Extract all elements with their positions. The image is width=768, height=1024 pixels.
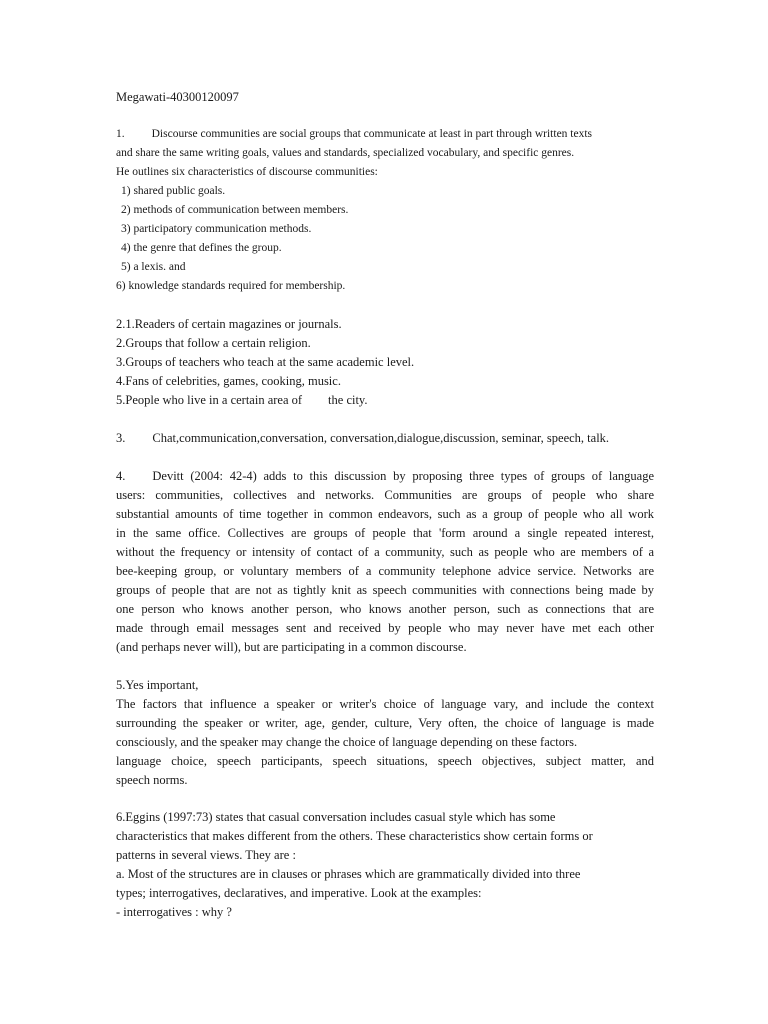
example-item: 2.1.Readers of certain magazines or journals. (116, 317, 342, 331)
answer-1-line: 1. Discourse communities are social groups that communicate at least in part through written texts (116, 128, 593, 140)
answer-4-line: bee-keeping group, or voluntary members of a community telephone advice service. Networks are (116, 564, 654, 578)
answer-2 (116, 315, 654, 410)
answer-6-line: - interrogatives : why ? (116, 905, 232, 919)
answer-3-number: 3. (116, 431, 126, 445)
example-item: 4.Fans of celebrities, games, cooking, music. (116, 374, 341, 388)
characteristic-item: 4) the genre that defines the group. (121, 242, 282, 254)
author-id: Megawati-40300120097 (116, 90, 239, 104)
answer-4-line: substantial amounts of time together in common endeavors, such as a group of people who all work (116, 507, 654, 521)
answer-4-line: 4. Devitt (2004: 42-4) adds to this discussion by proposing three types of groups of language (116, 469, 654, 483)
answer-5-line: consciously, and the speaker may change the choice of language depending on these factors. (116, 735, 578, 749)
answer-1-number: 1. (116, 128, 125, 140)
example-item: 2.Groups that follow a certain religion. (116, 336, 311, 350)
answer-6-line: types; interrogatives, declaratives, and imperative. Look at the examples: (116, 886, 482, 900)
example-item: 3.Groups of teachers who teach at the same academic level. (116, 355, 415, 369)
answer-4 (116, 467, 654, 657)
answer-5-line: The factors that influence a speaker or writer's choice of language vary, and include the context (116, 697, 654, 711)
answer-4-line: in the same office. Collectives are groups of people that 'form around a single repeated interest, (116, 526, 654, 540)
example-item: 5.People who live in a certain area of the city. (116, 393, 368, 407)
characteristic-item: 6) knowledge standards required for membership. (116, 280, 346, 292)
answer-6-line: a. Most of the structures are in clauses or phrases which are grammatically divided into three (116, 867, 581, 881)
characteristic-item: 5) a lexis. and (121, 261, 186, 273)
answer-5-line: speech norms. (116, 773, 188, 787)
answer-6-line: characteristics that makes different from the others. These characteristics show certain forms or (116, 829, 593, 843)
answer-3-line: 3. Chat,communication,conversation, conversation,dialogue,discussion, seminar, speech, talk. (116, 431, 610, 445)
author-header (116, 88, 654, 107)
answer-3 (116, 429, 654, 448)
answer-5-line: surrounding the speaker or writer, age, gender, culture, Very often, the choice of language is made (116, 716, 654, 730)
characteristic-item: 1) shared public goals. (121, 185, 226, 197)
answer-4-line: made through email messages sent and received by people who may never have met each other (116, 621, 654, 635)
characteristic-item: 3) participatory communication methods. (121, 223, 312, 235)
answer-4-line: one person who knows another person, who knows another person, such as connections that are (116, 602, 654, 616)
answer-6-line: 6.Eggins (1997:73) states that casual conversation includes casual style which has some (116, 810, 556, 824)
answer-4-line: (and perhaps never will), but are participating in a common discourse. (116, 640, 467, 654)
characteristic-item: 2) methods of communication between members. (121, 204, 349, 216)
answer-5 (116, 676, 654, 790)
answer-5-line: 5.Yes important, (116, 678, 199, 692)
answer-5-line: language choice, speech participants, speech situations, speech objectives, subject matter, and (116, 754, 654, 768)
answer-4-line: without the frequency or intensity of contact of a community, such as people who are members of a (116, 545, 654, 559)
answer-4-line: users: communities, collectives and networks. Communities are groups of people who share (116, 488, 654, 502)
answer-4-line: groups of people that are not as tightly knit as speech communities with connections being made by (116, 583, 654, 597)
answer-1-line: and share the same writing goals, values and standards, specialized vocabulary, and specific genres. (116, 147, 575, 159)
answer-4-number: 4. (116, 469, 126, 483)
answer-6-line: patterns in several views. They are : (116, 848, 296, 862)
answer-1 (116, 125, 654, 296)
answer-1-line: He outlines six characteristics of discourse communities: (116, 166, 378, 178)
answer-6 (116, 808, 654, 922)
